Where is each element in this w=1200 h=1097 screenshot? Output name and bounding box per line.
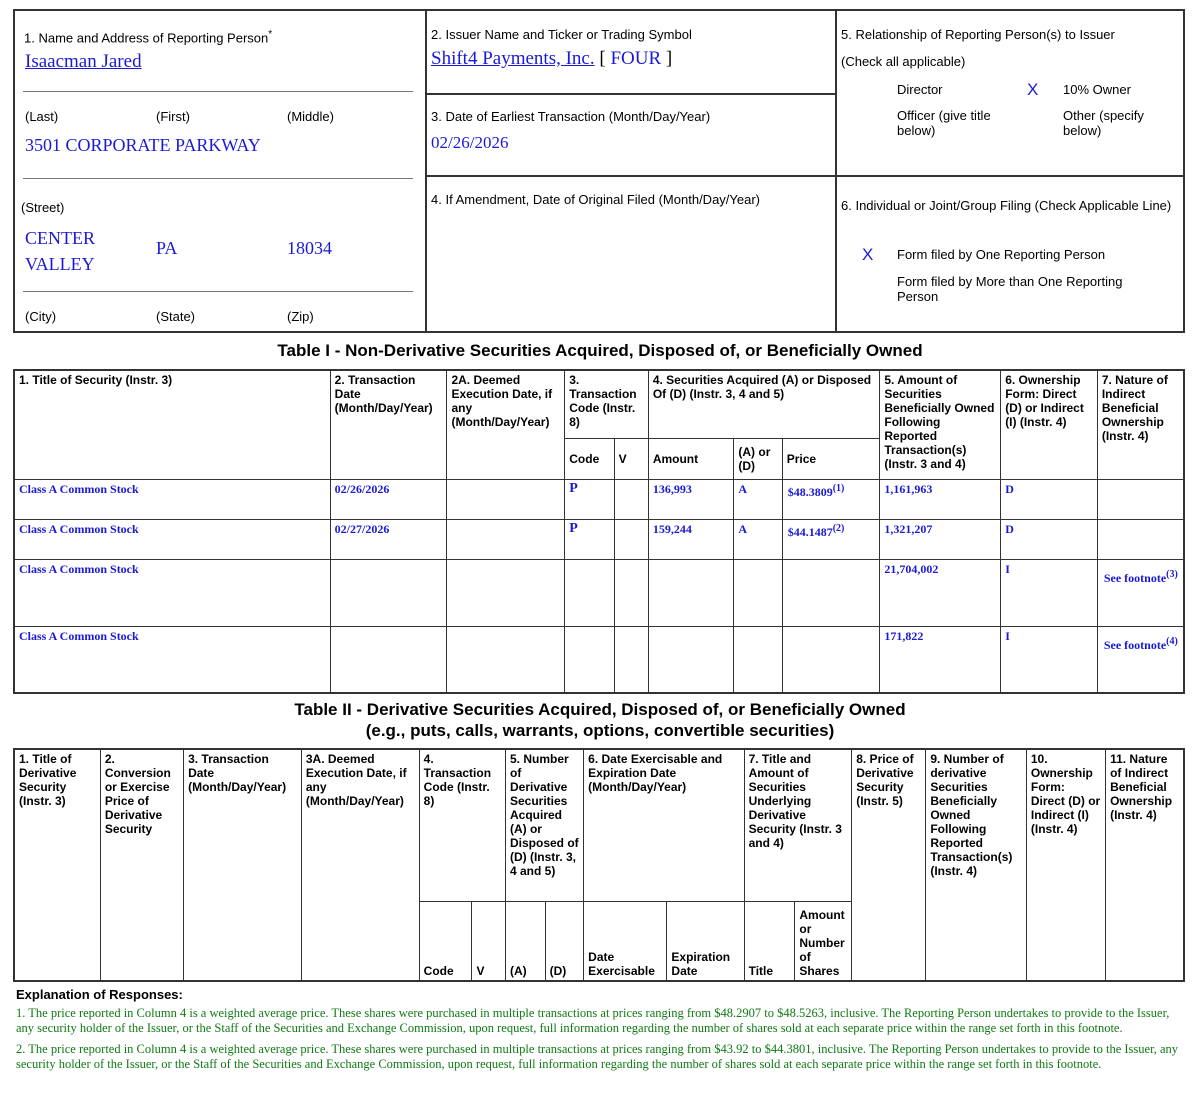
t2-date-ex-h: Date Exercisable <box>584 901 667 981</box>
t2-amt-h: Amount or Number of Shares <box>795 901 852 981</box>
deemed-date <box>447 559 565 626</box>
t1-amount-h: Amount <box>648 438 734 479</box>
transaction-code <box>565 626 614 693</box>
issuer-section <box>425 11 837 331</box>
box1-label: 1. Name and Address of Reporting Person* <box>24 29 273 46</box>
security-title: Class A Common Stock <box>14 479 330 519</box>
t2-a-h: (A) <box>505 901 545 981</box>
last-label: (Last) <box>25 109 59 124</box>
t2-h3: 3. Transaction Date (Month/Day/Year) <box>184 749 302 981</box>
city-label: (City) <box>25 309 57 324</box>
footnote-2: 2. The price reported in Column 4 is a weighted average price. These shares were purchased in multiple transactions at prices ranging from $43.92 to $44.3801, inclusive. The Reporting Person undertakes to provide to the Issuer, any security holder of the Issuer, or the Staff of the Securities and Exchange Commission, upon request, full information regarding the number of shares sold at each separate price within the range set forth in this footnote. <box>16 1042 1179 1071</box>
transaction-code <box>565 559 614 626</box>
city-value: CENTER VALLEY <box>25 228 95 274</box>
deemed-date <box>447 519 565 559</box>
table2 <box>13 748 1185 982</box>
v-cell <box>614 626 648 693</box>
t2-title-h: Title <box>744 901 795 981</box>
t2-v-h: V <box>472 901 506 981</box>
t2-h1: 1. Title of Derivative Security (Instr. 3) <box>14 749 100 981</box>
amount <box>648 626 734 693</box>
one-person-check: X <box>862 245 874 264</box>
a-or-d: A <box>734 479 782 519</box>
box6-label: 6. Individual or Joint/Group Filing (Check Applicable Line) <box>841 198 1172 213</box>
street-value: 3501 CORPORATE PARKWAY <box>25 135 261 155</box>
box4-label: 4. If Amendment, Date of Original Filed (Month/Day/Year) <box>431 192 761 207</box>
a-or-d <box>734 626 782 693</box>
t2-h5: 5. Number of Derivative Securities Acquired (A) or Disposed of (D) (Instr. 3, 4 and 5) <box>505 749 583 901</box>
box5-label: 5. Relationship of Reporting Person(s) to Issuer <box>841 27 1115 42</box>
t1-h3: 3. Transaction Code (Instr. 8) <box>565 370 649 438</box>
earliest-transaction-date: 02/26/2026 <box>431 133 509 152</box>
table-row <box>14 479 1184 519</box>
t2-h11: 11. Nature of Indirect Beneficial Ownership (Instr. 4) <box>1106 749 1184 981</box>
t1-v-h: V <box>614 438 648 479</box>
a-or-d: A <box>734 519 782 559</box>
t1-h6: 6. Ownership Form: Direct (D) or Indirect (I) (Instr. 4) <box>1001 370 1098 479</box>
nature: See footnote$^{(3)}$ <box>1097 559 1184 626</box>
ticker-symbol: FOUR <box>610 48 662 69</box>
ownership-form: D <box>1001 519 1098 559</box>
price <box>782 626 880 693</box>
transaction-date <box>330 626 447 693</box>
table-row <box>14 519 1184 559</box>
price: $48.3809$^{(1)}$ <box>782 479 880 519</box>
reporting-person-section <box>15 11 427 331</box>
owned-following: 1,321,207 <box>880 519 1001 559</box>
amount: 136,993 <box>648 479 734 519</box>
t1-code-h: Code <box>565 438 614 479</box>
ten-pct-owner-label: 10% Owner <box>1063 82 1131 97</box>
price <box>782 559 880 626</box>
t1-h4: 4. Securities Acquired (A) or Disposed Of (D) (Instr. 3, 4 and 5) <box>648 370 880 438</box>
amount: 159,244 <box>648 519 734 559</box>
t2-code-h: Code <box>419 901 472 981</box>
more-person-label: Form filed by More than One Reporting Person <box>897 274 1123 304</box>
reporting-person-name-link[interactable]: Isaacman Jared <box>25 51 142 72</box>
t1-h7: 7. Nature of Indirect Beneficial Ownership (Instr. 4) <box>1097 370 1184 479</box>
state-value: PA <box>156 238 178 258</box>
table1 <box>13 369 1185 694</box>
box2-label: 2. Issuer Name and Ticker or Trading Symbol <box>431 27 692 42</box>
explanation-section <box>16 987 1182 1078</box>
t2-h7: 7. Title and Amount of Securities Underlying Derivative Security (Instr. 3 and 4) <box>744 749 852 901</box>
t2-h8: 8. Price of Derivative Security (Instr. 5) <box>852 749 926 981</box>
a-or-d <box>734 559 782 626</box>
box5-sub: (Check all applicable) <box>841 54 966 69</box>
box3-label: 3. Date of Earliest Transaction (Month/Day/Year) <box>431 109 711 124</box>
owned-following: 1,161,963 <box>880 479 1001 519</box>
officer-label: Officer (give title below) <box>897 108 991 138</box>
t2-h3a: 3A. Deemed Execution Date, if any (Month/Day/Year) <box>301 749 419 981</box>
zip-label: (Zip) <box>287 309 314 324</box>
transaction-date <box>330 559 447 626</box>
deemed-date <box>447 626 565 693</box>
deemed-date <box>447 479 565 519</box>
t1-h5: 5. Amount of Securities Beneficially Owned Following Reported Transaction(s) (Instr. 3 and 4) <box>880 370 1001 479</box>
price: $44.1487$^{(2)}$ <box>782 519 880 559</box>
transaction-code: P <box>565 519 614 559</box>
t2-d-h: (D) <box>545 901 584 981</box>
nature <box>1097 519 1184 559</box>
table1-title: Table I - Non-Derivative Securities Acquired, Disposed of, or Beneficially Owned <box>277 341 923 360</box>
explanation-heading: Explanation of Responses: <box>16 987 183 1002</box>
owned-following: 171,822 <box>880 626 1001 693</box>
table-row <box>14 626 1184 693</box>
t2-h6: 6. Date Exercisable and Expiration Date (Month/Day/Year) <box>584 749 744 901</box>
middle-label: (Middle) <box>287 109 334 124</box>
transaction-code: P <box>565 479 614 519</box>
zip-value: 18034 <box>287 238 332 258</box>
t2-h4: 4. Transaction Code (Instr. 8) <box>419 749 505 901</box>
issuer-line: Shift4 Payments, Inc. [ FOUR ] <box>431 48 673 69</box>
reporting-header <box>13 9 1185 333</box>
transaction-date: 02/26/2026 <box>330 479 447 519</box>
owned-following: 21,704,002 <box>880 559 1001 626</box>
ownership-form: I <box>1001 626 1098 693</box>
v-cell <box>614 519 648 559</box>
director-label: Director <box>897 82 943 97</box>
t2-h9: 9. Number of derivative Securities Beneficially Owned Following Reported Transaction(s) (Instr. 4) <box>926 749 1027 981</box>
t1-price-h: Price <box>782 438 880 479</box>
footnote-1: 1. The price reported in Column 4 is a weighted average price. These shares were purchased in multiple transactions at prices ranging from $48.2907 to $48.5263, inclusive. The Reporting Person undertakes to provide to the Issuer, any security holder of the Issuer, or the Staff of the Securities and Exchange Commission, upon request, full information regarding the number of shares sold at each separate price within the range set forth in this footnote. <box>16 1006 1170 1035</box>
v-cell <box>614 479 648 519</box>
amount <box>648 559 734 626</box>
other-label: Other (specify below) <box>1063 108 1144 138</box>
street-label: (Street) <box>21 200 65 215</box>
t2-h10: 10. Ownership Form: Direct (D) or Indirect (I) (Instr. 4) <box>1026 749 1105 981</box>
nature: See footnote$^{(4)}$ <box>1097 626 1184 693</box>
transaction-date: 02/27/2026 <box>330 519 447 559</box>
first-label: (First) <box>156 109 190 124</box>
ownership-form: I <box>1001 559 1098 626</box>
table2-title: Table II - Derivative Securities Acquired, Disposed of, or Beneficially Owned <box>294 700 906 719</box>
one-person-label: Form filed by One Reporting Person <box>897 247 1106 262</box>
t1-h2a: 2A. Deemed Execution Date, if any (Month/Day/Year) <box>447 370 565 479</box>
t1-h2: 2. Transaction Date (Month/Day/Year) <box>330 370 447 479</box>
security-title: Class A Common Stock <box>14 559 330 626</box>
t1-h1: 1. Title of Security (Instr. 3) <box>14 370 330 479</box>
ten-pct-owner-check: X <box>1027 80 1039 99</box>
nature <box>1097 479 1184 519</box>
relationship-section <box>835 11 1183 331</box>
security-title: Class A Common Stock <box>14 519 330 559</box>
issuer-name-link[interactable]: Shift4 Payments, Inc. <box>431 48 595 69</box>
ownership-form: D <box>1001 479 1098 519</box>
v-cell <box>614 559 648 626</box>
t2-h2: 2. Conversion or Exercise Price of Derivative Security <box>100 749 183 981</box>
table2-subtitle: (e.g., puts, calls, warrants, options, convertible securities) <box>365 721 835 740</box>
state-label: (State) <box>156 309 196 324</box>
security-title: Class A Common Stock <box>14 626 330 693</box>
t2-exp-h: Expiration Date <box>667 901 744 981</box>
t1-ad-h: (A) or (D) <box>734 438 782 479</box>
table-row <box>14 559 1184 626</box>
